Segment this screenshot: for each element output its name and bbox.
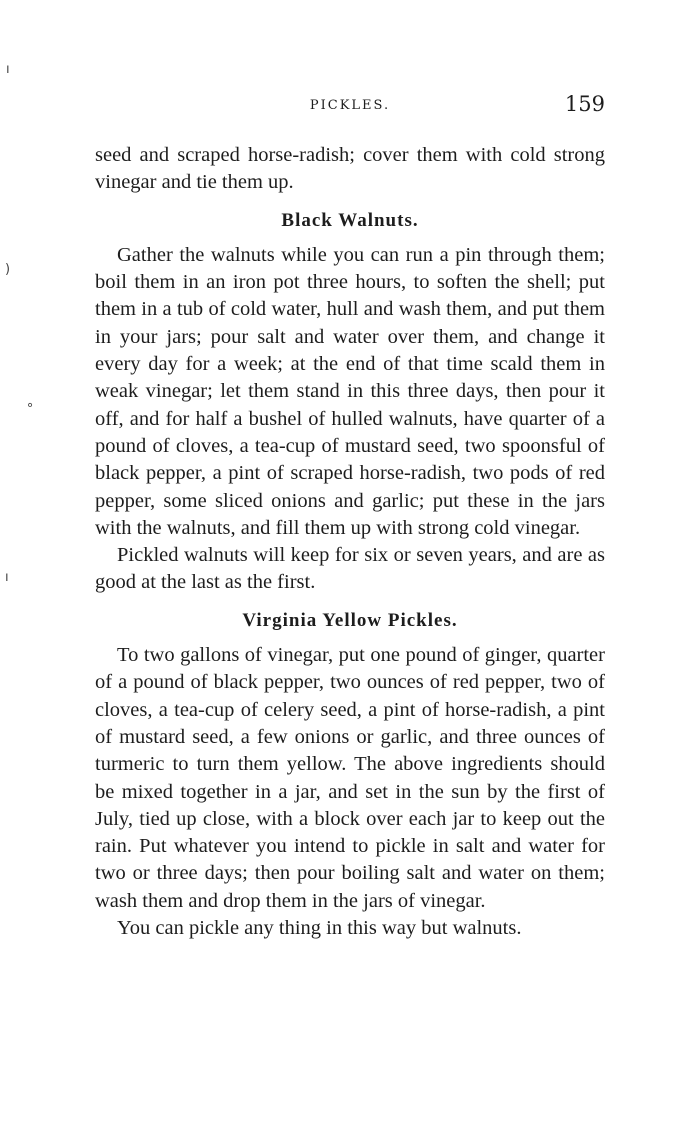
page-header xyxy=(95,92,605,122)
margin-mark: ∘ xyxy=(26,398,35,413)
margin-mark: ı xyxy=(5,570,9,585)
paragraph: Pickled walnuts will keep for six or seven years, and are as good at the last as the first. xyxy=(95,544,605,594)
paragraph: Gather the walnuts while you can run a pin through them; boil them in an iron pot three hours, to soften the shell; put them in a tub of cold water, hull and wash them, and put them in your jars; pour salt and water over them, and change it every day for a week; at the end of that time scald them in weak vinegar; let them stand in this three days, then pour it off, and for half a bushel of hulled walnuts, have quarter of a pound of cloves, a tea-cup of mustard seed, two spoonsful of black pepper, a pint of scraped horse-radish, two pods of red pepper, some sliced onions and garlic; put these in the jars with the walnuts, and fill them up with strong cold vinegar. xyxy=(95,243,605,539)
section-heading-virginia-yellow-pickles: Virginia Yellow Pickles. xyxy=(242,609,458,631)
margin-mark: ı xyxy=(6,62,10,77)
intro-paragraph: seed and scraped horse-radish; cover them with cold strong vinegar and tie them up. xyxy=(95,144,605,194)
paragraph: You can pickle any thing in this way but walnuts. xyxy=(117,917,522,940)
running-head: PICKLES. xyxy=(309,98,391,113)
page-number: 159 xyxy=(564,92,605,116)
section-heading-black-walnuts: Black Walnuts. xyxy=(281,209,419,231)
margin-mark: ) xyxy=(5,262,11,277)
paragraph: To two gallons of vinegar, put one pound of ginger, quarter of a pound of black pepper, two ounces of red pepper, two of cloves, a tea-cup of celery seed, a pint of horse-radish, a pint of mustard seed, a few onions or garlic, and three ounces of turmeric to turn them yellow. The above ingredients should be mixed together in a jar, and set in the sun by the first of July, tied up close, with a block over each jar to keep out the rain. Put whatever you intend to pickle in salt and water for two or three days; then pour boiling salt and water on them; wash them and drop them in the jars of vinegar. xyxy=(95,644,605,912)
page-body xyxy=(95,142,605,942)
